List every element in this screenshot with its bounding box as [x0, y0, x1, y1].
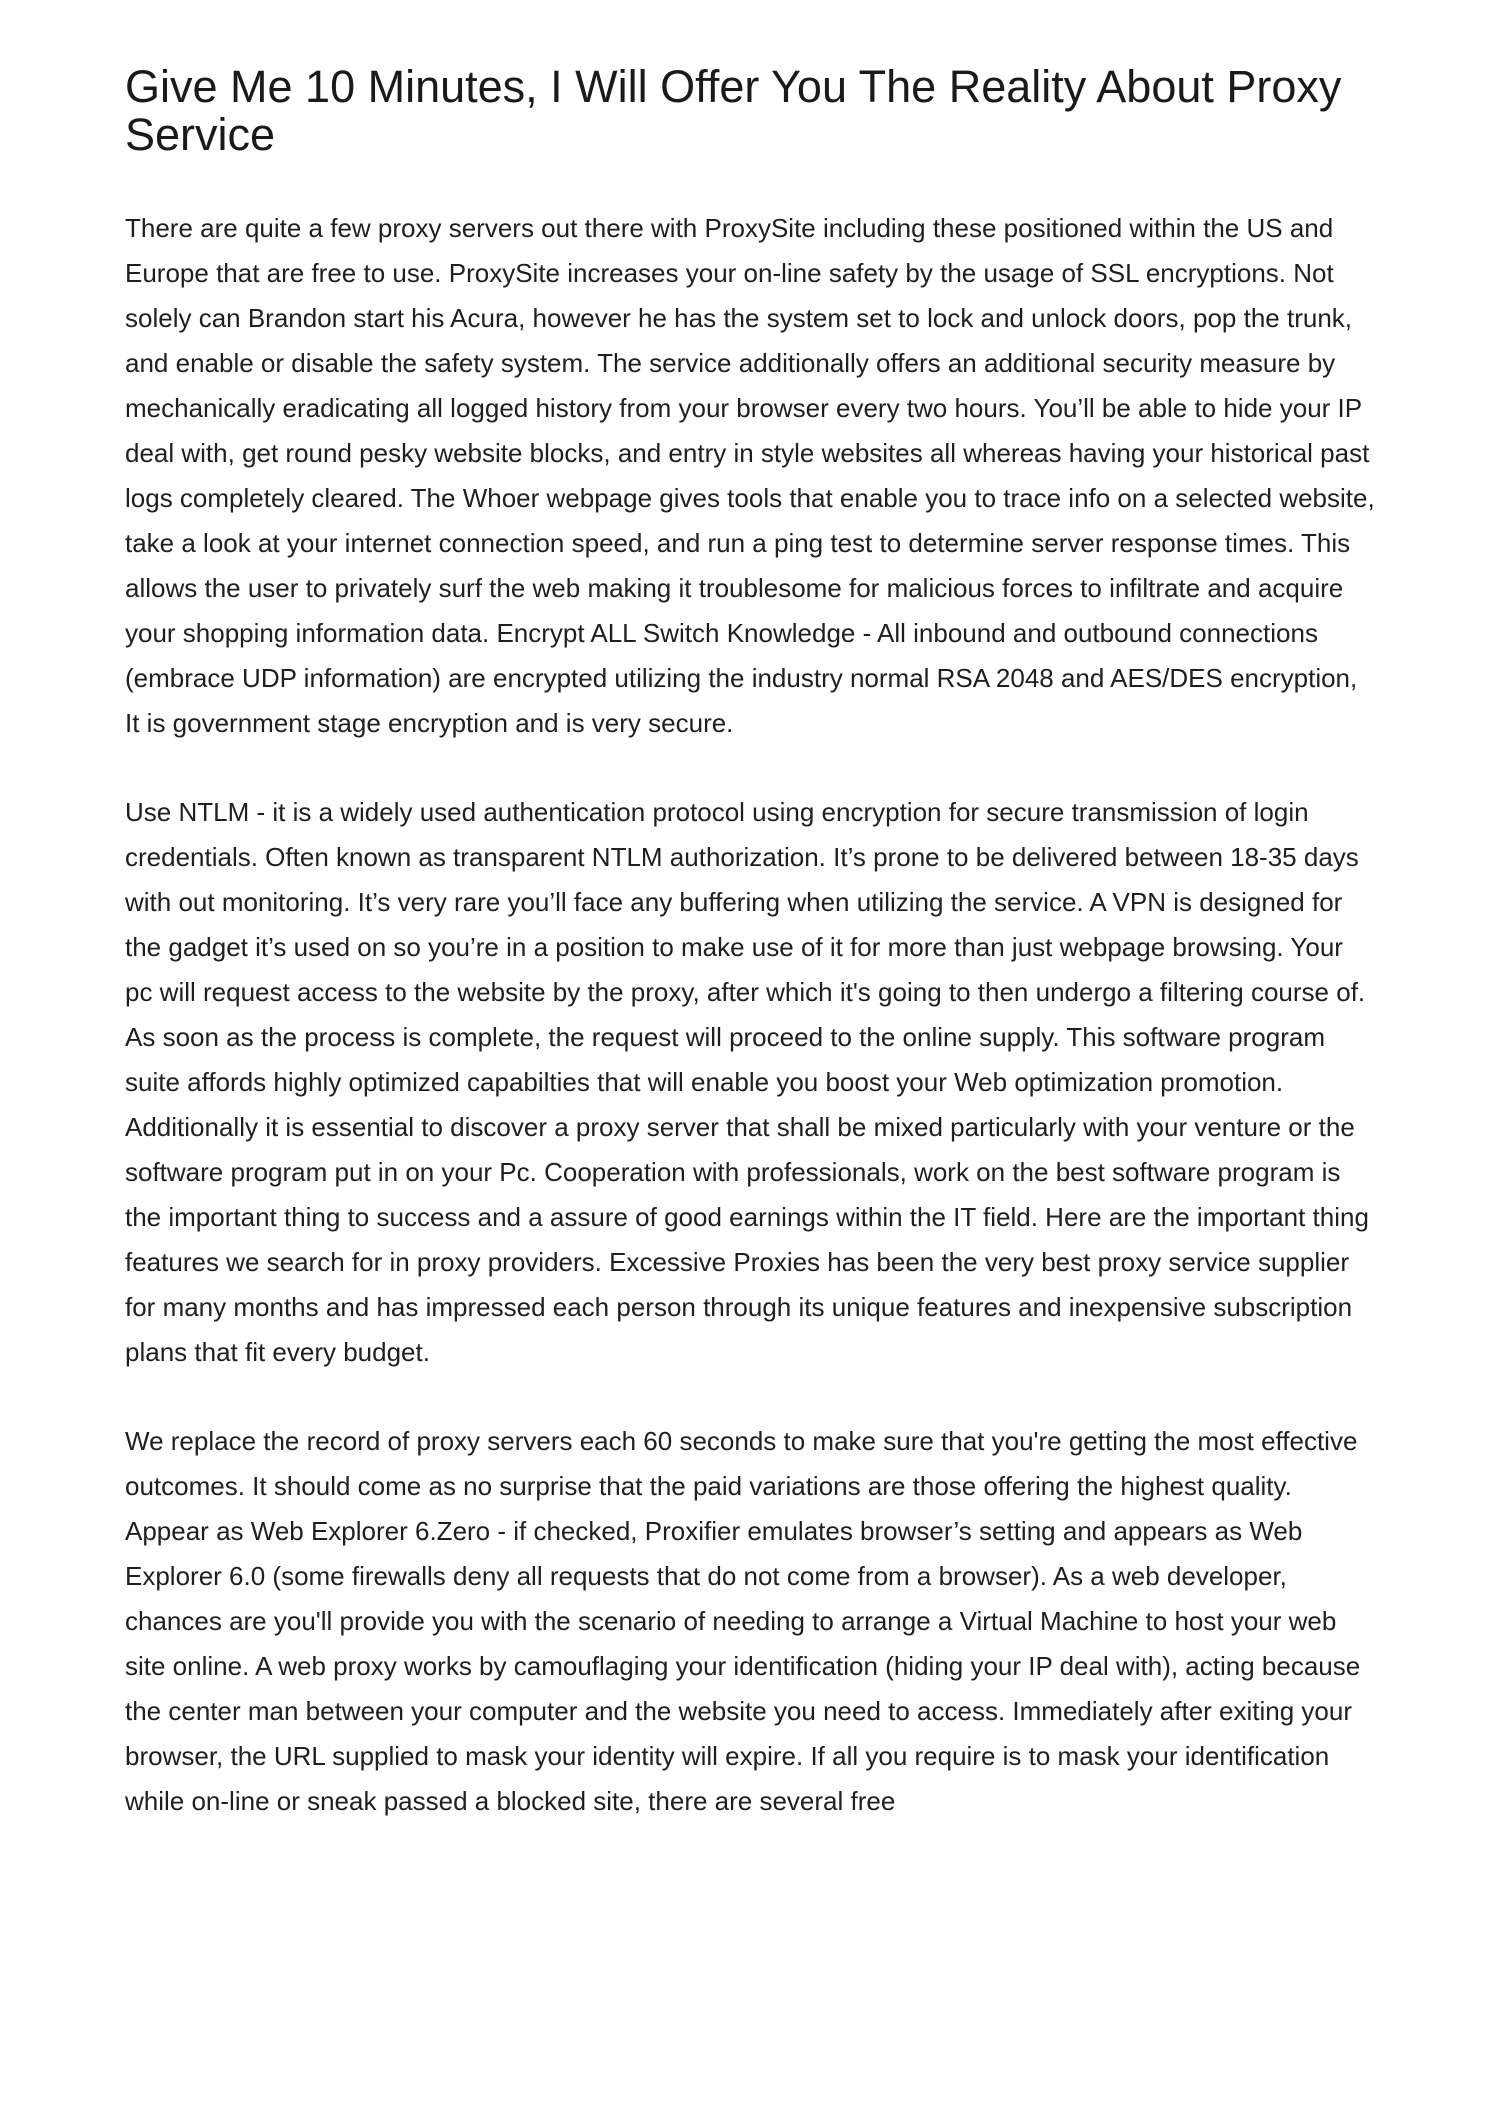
article-paragraph: There are quite a few proxy servers out there with ProxySite including these positioned within the US and Europe that are free to use. ProxySite increases your on-line safety by the usage of SSL encryptions. Not solely can Brandon start his Acura, however he has the system set to lock and unlock doors, pop the trunk, and enable or disable the safety system. The service additionally offers an additional security measure by mechanically eradicating all logged history from your browser every two hours. You’ll be able to hide your IP deal with, get round pesky website blocks, and entry in style websites all whereas having your historical past logs completely cleared. The Whoer webpage gives tools that enable you to trace info on a selected website, take a look at your internet connection speed, and run a ping test to determine server response times. This allows the user to privately surf the web making it troublesome for malicious forces to infiltrate and acquire your shopping information data. Encrypt ALL Switch Knowledge - All inbound and outbound connections (embrace UDP information) are encrypted utilizing the industry normal RSA 2048 and AES/DES encryption, It is government stage encryption and is very secure.	[125, 213, 1375, 738]
article-body	[125, 206, 1375, 1824]
page-title: Give Me 10 Minutes, I Will Offer You The Reality About Proxy Service	[125, 61, 1342, 160]
article-paragraph: We replace the record of proxy servers each 60 seconds to make sure that you're getting the most effective outcomes. It should come as no surprise that the paid variations are those offering the highest quality. Appear as Web Explorer 6.Zero - if checked, Proxifier emulates browser’s setting and appears as Web Explorer 6.0 (some firewalls deny all requests that do not come from a browser). As a web developer, chances are you'll provide you with the scenario of needing to arrange a Virtual Machine to host your web site online. A web proxy works by camouflaging your identification (hiding your IP deal with), acting because the center man between your computer and the website you need to access. Immediately after exiting your browser, the URL supplied to mask your identity will expire. If all you require is to mask your identification while on-line or sneak passed a blocked site, there are several free	[125, 1426, 1361, 1816]
article-paragraph: Use NTLM - it is a widely used authentication protocol using encryption for secure transmission of login credentials. Often known as transparent NTLM authorization. It’s prone to be delivered between 18-35 days with out monitoring. It’s very rare you’ll face any buffering when utilizing the service. A VPN is designed for the gadget it’s used on so you’re in a position to make use of it for more than just webpage browsing. Your pc will request access to the website by the proxy, after which it's going to then undergo a filtering course of. As soon as the process is complete, the request will proceed to the online supply. This software program suite affords highly optimized capabilties that will enable you boost your Web optimization promotion. Additionally it is essential to discover a proxy server that shall be mixed particularly with your venture or the software program put in on your Pc. Cooperation with professionals, work on the best software program is the important thing to success and a assure of good earnings within the IT field. Here are the important thing features we search for in proxy providers. Excessive Proxies has been the very best proxy service supplier for many months and has impressed each person through its unique features and inexpensive subscription plans that fit every budget.	[125, 797, 1369, 1367]
